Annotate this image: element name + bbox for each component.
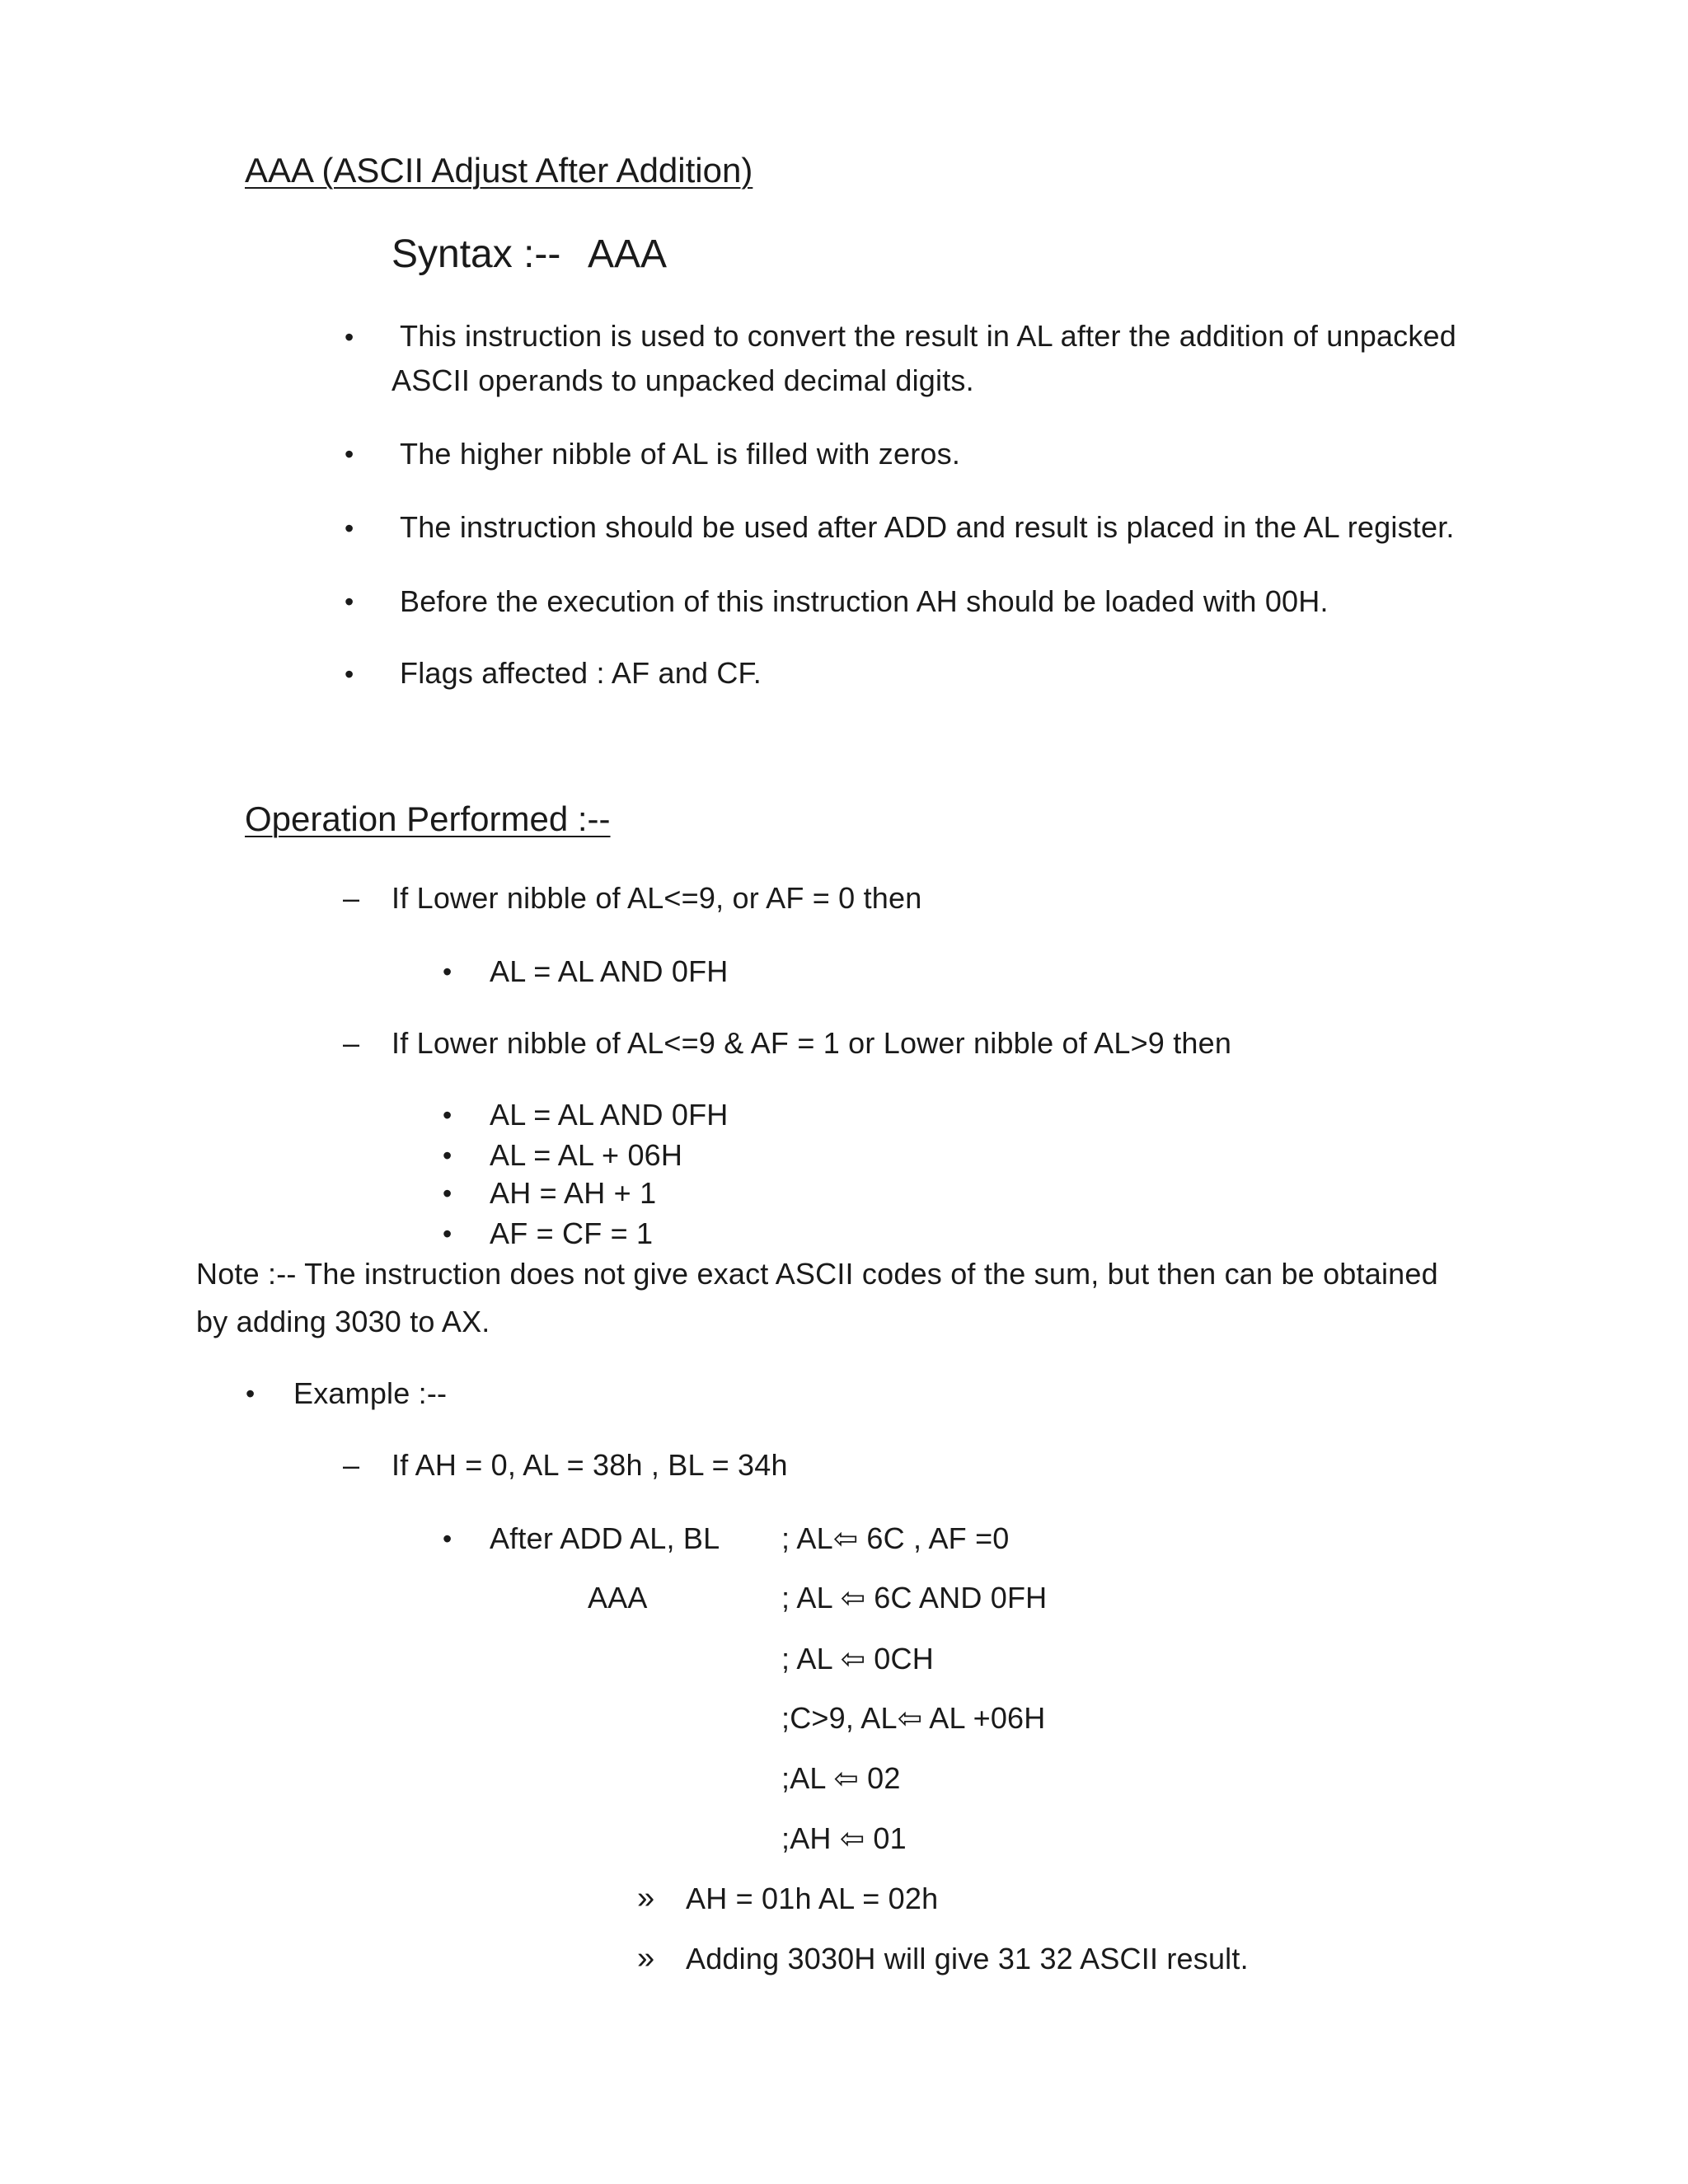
example-result-registers: AH = 01h AL = 02h: [686, 1882, 939, 1915]
desc-bullet-1-line-2: ASCII operands to unpacked decimal digits.: [392, 363, 974, 397]
comment-text: AL +06H: [922, 1701, 1046, 1735]
left-arrow-icon: ⇦: [833, 1761, 859, 1795]
raquo-icon: »: [637, 1881, 655, 1915]
comment-line-1: [781, 1521, 1010, 1555]
left-arrow-icon: ⇦: [897, 1701, 923, 1735]
dash-icon: –: [343, 881, 360, 915]
bullet-icon: •: [443, 957, 452, 987]
condition-2-step-3: AH = AH + 1: [490, 1176, 657, 1210]
example-label: Example :--: [293, 1376, 448, 1410]
raquo-icon: »: [637, 1941, 655, 1975]
comment-text: 6C AND 0FH: [865, 1581, 1048, 1615]
dash-icon: –: [343, 1448, 360, 1482]
desc-bullet-1-line-1: This instruction is used to convert the result in AL after the addition of unpacked: [400, 319, 1456, 353]
example-result-ascii: Adding 3030H will give 31 32 ASCII result.: [686, 1942, 1249, 1975]
condition-2-step-2: AL = AL + 06H: [490, 1138, 683, 1172]
comment-text: 6C , AF =0: [858, 1521, 1010, 1555]
comment-text: 02: [858, 1761, 901, 1795]
comment-text: ;AH: [781, 1821, 840, 1855]
comment-text: 01: [865, 1821, 907, 1855]
note-line-1: Note :-- The instruction does not give exact ASCII codes of the sum, but then can be obtained: [196, 1257, 1438, 1291]
bullet-icon: •: [246, 1379, 256, 1408]
comment-text: ; AL: [781, 1642, 841, 1675]
bullet-icon: •: [345, 439, 354, 469]
desc-bullet-4: Before the execution of this instruction AH should be loaded with 00H.: [400, 584, 1329, 618]
comment-line-6: [781, 1821, 907, 1855]
page-title: AAA (ASCII Adjust After Addition): [245, 151, 753, 190]
comment-text: ; AL: [781, 1521, 833, 1555]
desc-bullet-5: Flags affected : AF and CF.: [400, 656, 762, 690]
left-arrow-icon: ⇦: [839, 1821, 865, 1855]
left-arrow-icon: ⇦: [840, 1581, 866, 1615]
bullet-icon: •: [443, 1219, 452, 1249]
bullet-icon: •: [345, 513, 354, 543]
left-arrow-icon: ⇦: [840, 1642, 866, 1675]
operation-heading: Operation Performed :--: [245, 799, 611, 838]
bullet-icon: •: [345, 659, 354, 689]
syntax-label: Syntax :--: [392, 232, 561, 276]
dash-icon: –: [343, 1026, 360, 1060]
comment-text: 0CH: [865, 1642, 934, 1675]
bullet-icon: •: [345, 322, 354, 352]
bullet-icon: •: [443, 1141, 452, 1170]
comment-text: ;C>9, AL: [781, 1701, 898, 1735]
bullet-icon: •: [443, 1100, 452, 1130]
operation-condition-2: If Lower nibble of AL<=9 & AF = 1 or Lower nibble of AL>9 then: [392, 1026, 1232, 1060]
comment-line-3: [781, 1644, 934, 1674]
condition-1-step: AL = AL AND 0FH: [490, 954, 729, 988]
comment-line-5: [781, 1761, 901, 1795]
example-instruction-add: After ADD AL, BL: [490, 1521, 720, 1555]
comment-line-2: [781, 1583, 1047, 1613]
condition-2-step-4: AF = CF = 1: [490, 1216, 654, 1250]
comment-line-4: [781, 1701, 1046, 1735]
comment-text: ; AL: [781, 1581, 841, 1615]
bullet-icon: •: [443, 1524, 452, 1554]
example-instruction-aaa: AAA: [588, 1581, 648, 1615]
desc-bullet-3: The instruction should be used after ADD and result is placed in the AL register.: [400, 510, 1455, 544]
comment-text: ;AL: [781, 1761, 834, 1795]
note-line-2: by adding 3030 to AX.: [196, 1305, 490, 1338]
desc-bullet-2: The higher nibble of AL is filled with zeros.: [400, 437, 961, 471]
condition-2-step-1: AL = AL AND 0FH: [490, 1098, 729, 1132]
example-given: If AH = 0, AL = 38h , BL = 34h: [392, 1448, 788, 1482]
bullet-icon: •: [443, 1179, 452, 1208]
syntax-value: AAA: [588, 232, 668, 276]
operation-condition-1: If Lower nibble of AL<=9, or AF = 0 then: [392, 881, 922, 915]
bullet-icon: •: [345, 587, 354, 616]
left-arrow-icon: ⇦: [832, 1521, 859, 1555]
